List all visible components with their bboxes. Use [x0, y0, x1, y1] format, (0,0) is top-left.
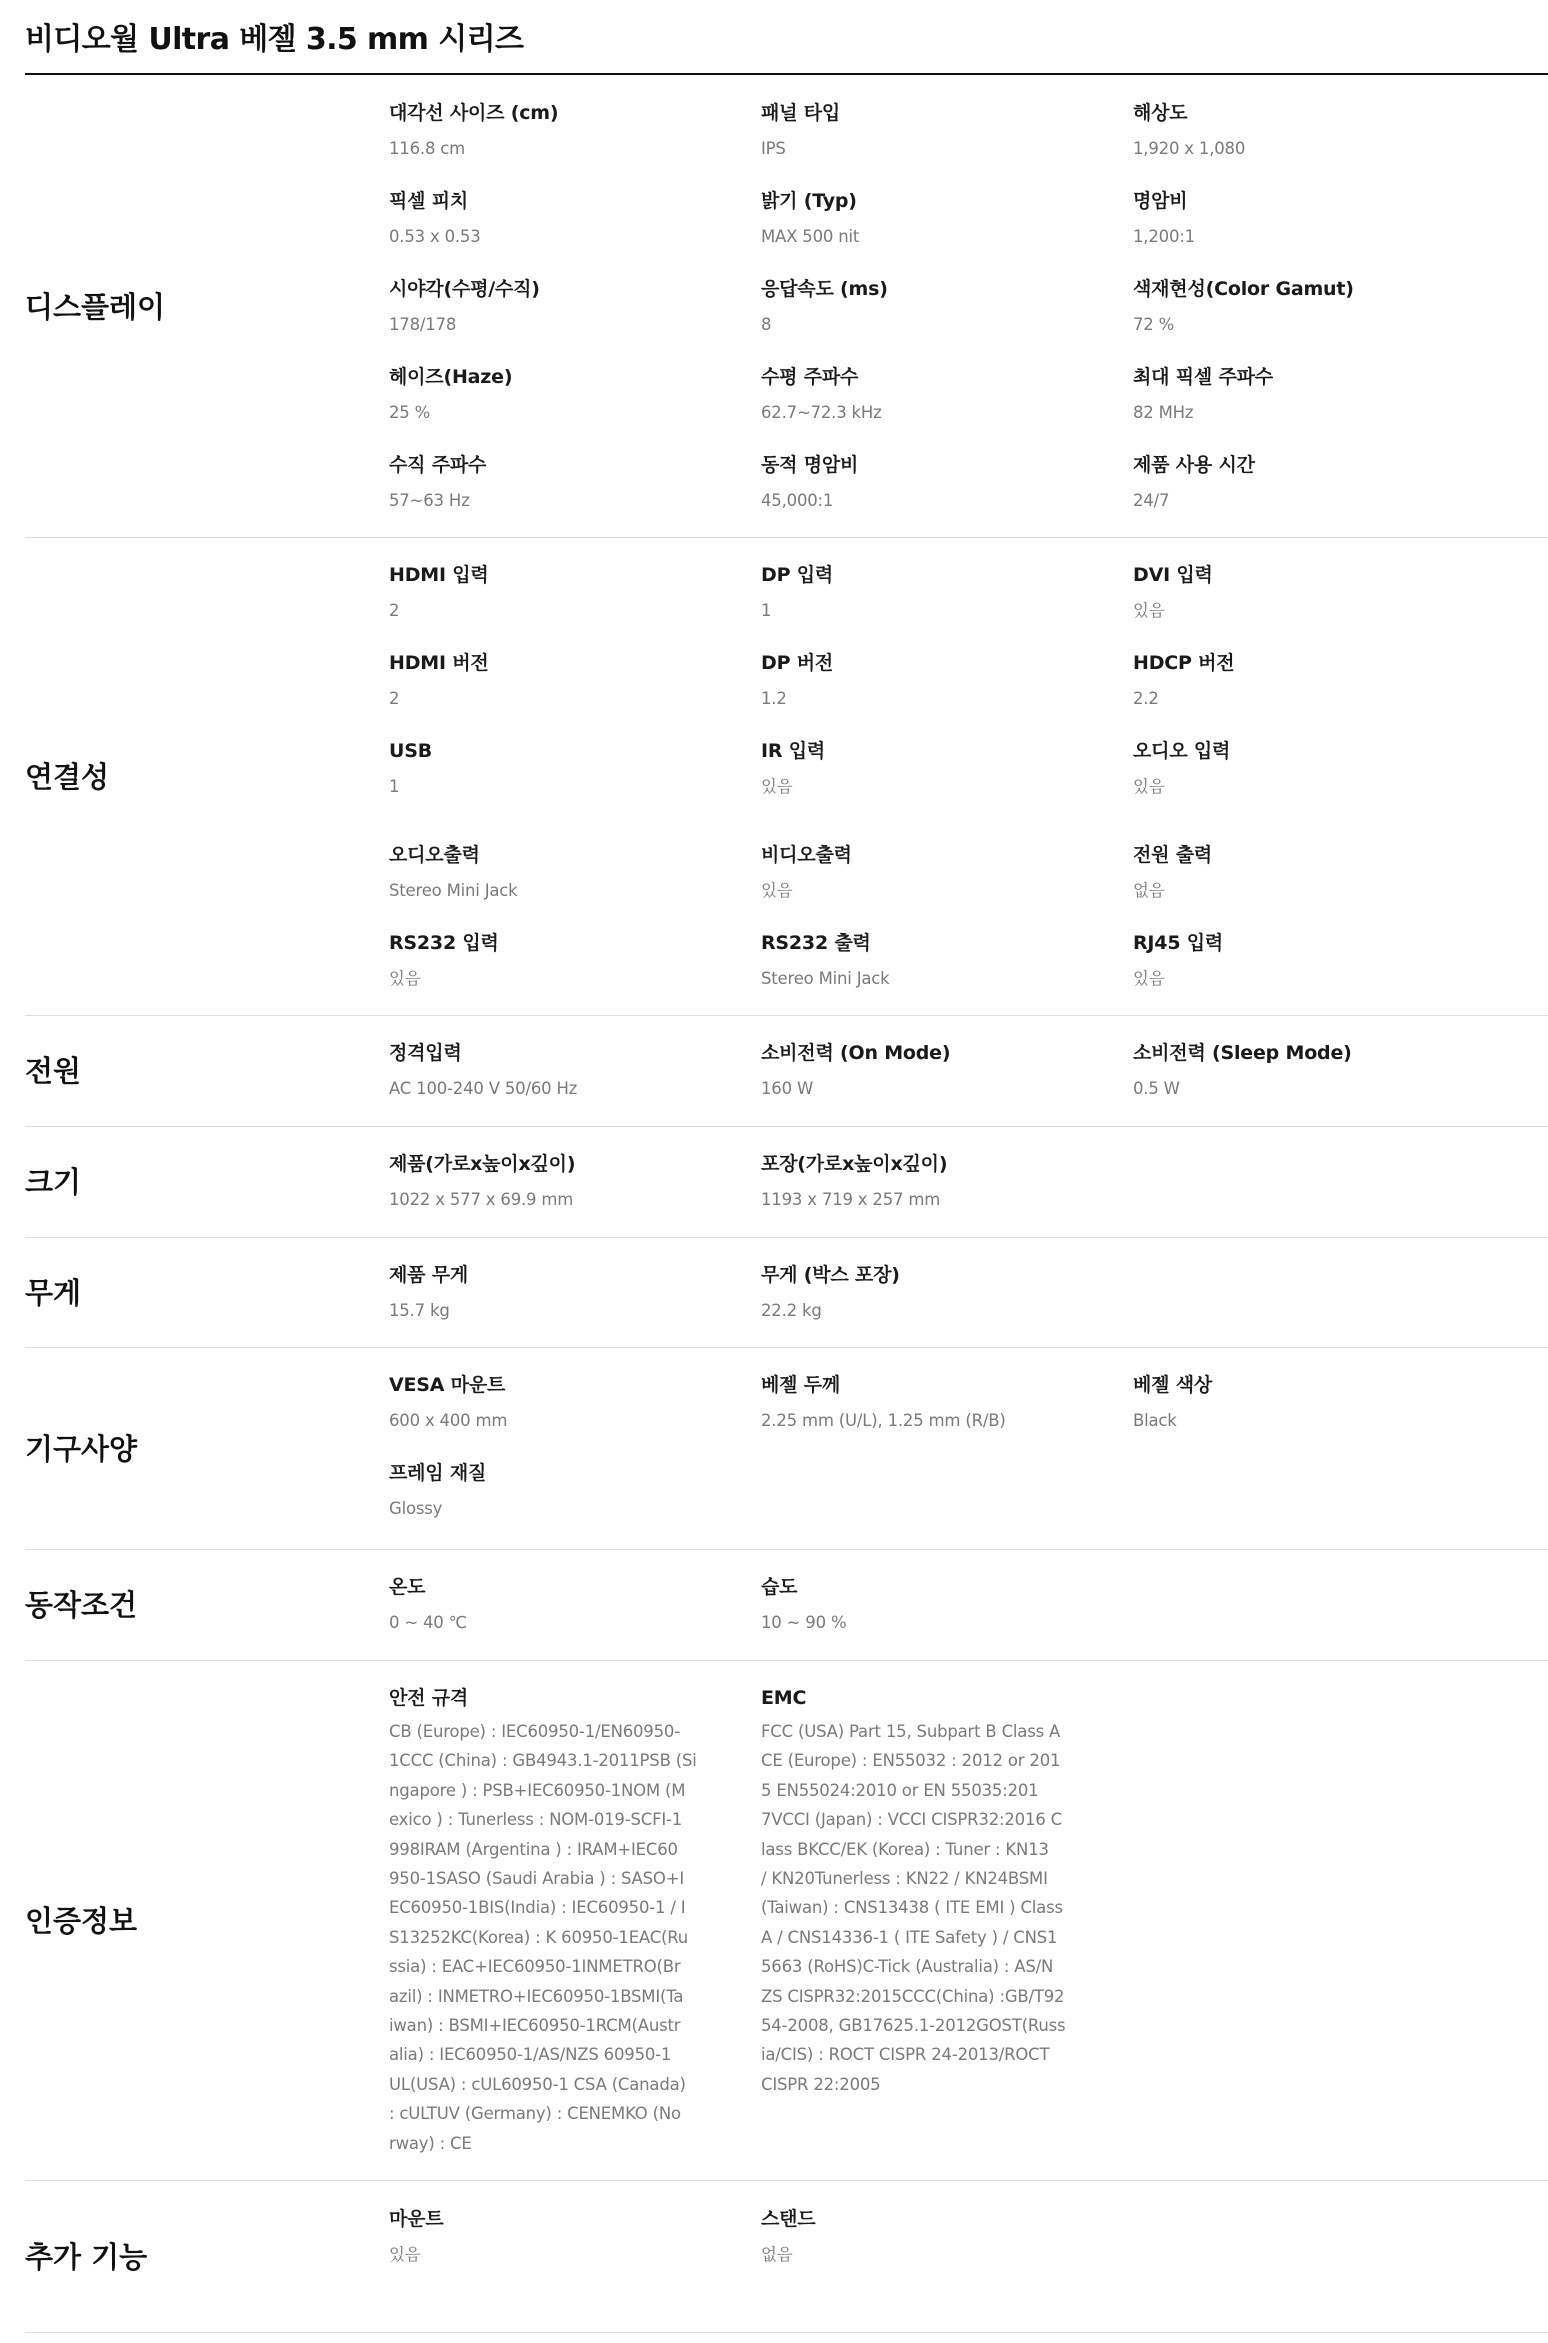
spec-label: 소비전력 (On Mode): [761, 1042, 951, 1064]
spec-item: [761, 2206, 1061, 2267]
spec-value: 8: [761, 315, 772, 334]
spec-item: [389, 276, 689, 337]
spec-item: [1133, 1372, 1433, 1433]
spec-value: 15.7 kg: [389, 1301, 450, 1320]
spec-section: [25, 538, 1548, 1016]
spec-label: DVI 입력: [1133, 564, 1213, 586]
spec-label: USB: [389, 740, 432, 762]
spec-value: 있음: [1133, 969, 1165, 988]
spec-value-line: ngapore ) : PSB+IEC60950-1NOM (M: [389, 1780, 686, 1800]
spec-value-line: FCC (USA) Part 15, Subpart B Class A: [761, 1722, 1061, 1741]
spec-value: 160 W: [761, 1079, 814, 1098]
spec-label: 응답속도 (ms): [761, 278, 888, 300]
spec-item: [389, 100, 689, 161]
spec-value: [761, 1717, 1066, 2099]
section-title: 전원: [25, 1054, 82, 1088]
spec-value: 22.2 kg: [761, 1301, 822, 1320]
spec-label: 대각선 사이즈 (cm): [389, 102, 559, 124]
spec-value: 1,920 x 1,080: [1133, 139, 1246, 158]
spec-item: [389, 1460, 689, 1521]
spec-item: [389, 1040, 689, 1101]
spec-item: [761, 650, 1061, 711]
spec-value: 178/178: [389, 315, 457, 334]
spec-value: 1: [761, 601, 772, 620]
spec-section: [25, 1016, 1548, 1127]
spec-value-line: EC60950-1BIS(India) : IEC60950-1 / I: [389, 1898, 686, 1918]
spec-value-line: azil) : INMETRO+IEC60950-1BSMI(Ta: [389, 1986, 684, 2006]
spec-item: [761, 100, 1061, 161]
spec-label: 무게 (박스 포장): [761, 1264, 900, 1286]
section-title: 기구사양: [25, 1431, 138, 1466]
spec-label: 포장(가로x높이x깊이): [761, 1153, 948, 1175]
spec-value-line: ssia) : EAC+IEC60950-1INMETRO(Br: [389, 1957, 681, 1977]
spec-value: 있음: [389, 969, 421, 988]
spec-value: 2.25 mm (U/L), 1.25 mm (R/B): [761, 1411, 1006, 1430]
spec-label: 명암비: [1133, 190, 1188, 212]
spec-value: 없음: [1133, 881, 1165, 900]
spec-value-line: 998IRAM (Argentina ) : IRAM+IEC60: [389, 1839, 678, 1859]
spec-value: Stereo Mini Jack: [761, 969, 890, 988]
spec-value: 2.2: [1133, 689, 1159, 708]
spec-value: 1: [389, 777, 400, 796]
spec-item: [389, 1372, 689, 1433]
spec-label: 비디오출력: [761, 844, 852, 866]
section-title: 추가 기능: [25, 2239, 148, 2274]
spec-value: IPS: [761, 139, 786, 158]
spec-value-line: ZS CISPR32:2015CCC(China) :GB/T92: [761, 1986, 1065, 2006]
spec-label: 안전 규격: [389, 1687, 469, 1709]
spec-label: HDCP 버전: [1133, 652, 1235, 674]
spec-value: 72 %: [1133, 315, 1175, 334]
spec-value-line: 950-1SASO (Saudi Arabia ) : SASO+I: [389, 1869, 685, 1889]
spec-value: 600 x 400 mm: [389, 1411, 508, 1430]
spec-value: 1022 x 577 x 69.9 mm: [389, 1190, 574, 1209]
spec-item: [389, 1262, 689, 1323]
spec-value-line: iwan) : BSMI+IEC60950-1RCM(Austr: [389, 2016, 681, 2036]
spec-label: 제품(가로x높이x깊이): [389, 1153, 576, 1175]
spec-value: 2: [389, 601, 400, 620]
spec-section: [25, 1550, 1548, 1661]
spec-value: 있음: [1133, 777, 1165, 796]
spec-section: [25, 2181, 1548, 2333]
spec-label: 패널 타입: [761, 102, 841, 124]
spec-label: 습도: [761, 1576, 798, 1598]
spec-item: [761, 1574, 1061, 1635]
spec-item: [389, 650, 689, 711]
spec-item: [761, 1372, 1061, 1433]
spec-item: [1133, 738, 1433, 799]
spec-value: MAX 500 nit: [761, 227, 860, 246]
spec-item: [389, 1685, 697, 2158]
spec-value: AC 100-240 V 50/60 Hz: [389, 1079, 578, 1098]
spec-value: 있음: [1133, 601, 1165, 620]
section-title: 동작조건: [25, 1588, 138, 1622]
spec-label: 제품 무게: [389, 1264, 469, 1286]
spec-item: [389, 1151, 689, 1212]
spec-label: 동적 명암비: [761, 454, 859, 476]
spec-item: [1133, 100, 1433, 161]
spec-value: 0.53 x 0.53: [389, 227, 481, 246]
spec-label: 베젤 두께: [761, 1374, 841, 1396]
spec-item: [1133, 842, 1433, 903]
spec-item: [761, 276, 1061, 337]
spec-value: 82 MHz: [1133, 403, 1194, 422]
spec-value-line: 1CCC (China) : GB4943.1-2011PSB (Si: [389, 1751, 697, 1771]
spec-value: 116.8 cm: [389, 139, 466, 158]
spec-value: 0.5 W: [1133, 1079, 1180, 1098]
spec-label: 픽셀 피치: [389, 190, 469, 212]
spec-label: 소비전력 (Sleep Mode): [1133, 1042, 1352, 1064]
spec-label: DP 버전: [761, 652, 834, 674]
section-title: 크기: [25, 1165, 82, 1199]
spec-item: [761, 1685, 1066, 2099]
spec-item: [389, 842, 689, 903]
spec-label: VESA 마운트: [389, 1374, 506, 1396]
spec-value: [389, 1717, 697, 2158]
spec-item: [1133, 930, 1433, 991]
spec-value: 0 ~ 40 ℃: [389, 1613, 467, 1632]
spec-label: 프레임 재질: [389, 1462, 487, 1484]
spec-label: IR 입력: [761, 740, 826, 762]
spec-value: 10 ~ 90 %: [761, 1613, 847, 1632]
spec-label: 제품 사용 시간: [1133, 454, 1255, 476]
spec-item: [389, 452, 689, 513]
spec-item: [389, 188, 689, 249]
spec-label: 해상도: [1133, 102, 1188, 124]
spec-value: 57~63 Hz: [389, 491, 470, 510]
spec-value: Black: [1133, 1411, 1177, 1430]
spec-item: [761, 738, 1061, 799]
spec-item: [1133, 452, 1433, 513]
spec-section: [25, 1127, 1548, 1238]
spec-value-line: 5 EN55024:2010 or EN 55035:201: [761, 1780, 1039, 1800]
spec-value: 없음: [761, 2245, 793, 2264]
spec-item: [1133, 562, 1433, 623]
spec-value-line: 7VCCI (Japan) : VCCI CISPR32:2016 C: [761, 1810, 1062, 1830]
spec-value: 24/7: [1133, 491, 1170, 510]
section-title: 디스플레이: [25, 289, 166, 324]
spec-item: [761, 364, 1061, 425]
spec-value-line: UL(USA) : cUL60950-1 CSA (Canada): [389, 2074, 686, 2094]
spec-value: Stereo Mini Jack: [389, 881, 518, 900]
spec-value: 있음: [389, 2245, 421, 2264]
spec-label: 헤이즈(Haze): [389, 366, 513, 388]
spec-value: Glossy: [389, 1499, 443, 1518]
section-title: 인증정보: [25, 1903, 138, 1938]
spec-label: 수평 주파수: [761, 366, 859, 388]
spec-value: 25 %: [389, 403, 431, 422]
spec-label: 수직 주파수: [389, 454, 487, 476]
spec-label: RS232 출력: [761, 932, 871, 954]
spec-value-line: A / CNS14336-1 ( ITE Safety ) / CNS1: [761, 1927, 1058, 1947]
spec-item: [1133, 650, 1433, 711]
spec-item: [761, 1040, 1061, 1101]
spec-label: DP 입력: [761, 564, 834, 586]
spec-item: [761, 930, 1061, 991]
spec-item: [761, 1151, 1061, 1212]
spec-value-line: 5663 (RoHS)C-Tick (Australia) : AS/N: [761, 1957, 1054, 1977]
spec-item: [761, 842, 1061, 903]
spec-value-line: rway) : CE: [389, 2133, 472, 2153]
spec-item: [761, 452, 1061, 513]
spec-item: [1133, 364, 1433, 425]
spec-label: 마운트: [389, 2208, 444, 2230]
spec-value-line: lass BKCC/EK (Korea) : Tuner : KN13: [761, 1839, 1049, 1859]
title-divider: [25, 73, 1548, 75]
spec-item: [761, 1262, 1061, 1323]
spec-label: RS232 입력: [389, 932, 499, 954]
spec-label: EMC: [761, 1687, 807, 1709]
spec-value-line: CB (Europe) : IEC60950-1/EN60950-: [389, 1722, 680, 1741]
spec-label: 시야각(수평/수직): [389, 278, 540, 300]
spec-value-line: CE (Europe) : EN55032 : 2012 or 201: [761, 1751, 1061, 1771]
spec-value-line: / KN20Tunerless : KN22 / KN24BSMI: [761, 1869, 1048, 1889]
spec-label: HDMI 입력: [389, 564, 489, 586]
spec-label: 스탠드: [761, 2208, 816, 2230]
spec-label: 오디오출력: [389, 844, 480, 866]
spec-item: [761, 188, 1061, 249]
spec-item: [389, 930, 689, 991]
spec-value-line: S13252KC(Korea) : K 60950-1EAC(Ru: [389, 1927, 689, 1947]
spec-section: [25, 76, 1548, 538]
spec-section: [25, 1238, 1548, 1348]
spec-value-line: exico ) : Tunerless : NOM-019-SCFI-1: [389, 1810, 683, 1830]
spec-value-line: CISPR 22:2005: [761, 2074, 881, 2094]
spec-item: [761, 562, 1061, 623]
spec-value: 1,200:1: [1133, 227, 1195, 246]
spec-item: [389, 2206, 689, 2267]
spec-value-line: (Taiwan) : CNS13438 ( ITE EMI ) Class: [761, 1898, 1063, 1918]
spec-value-line: alia) : IEC60950-1/AS/NZS 60950-1: [389, 2045, 672, 2065]
spec-label: 정격입력: [389, 1042, 462, 1064]
spec-section: [25, 1661, 1548, 2181]
spec-value: 45,000:1: [761, 491, 834, 510]
spec-label: 온도: [389, 1576, 426, 1598]
spec-value: 1.2: [761, 689, 787, 708]
spec-label: RJ45 입력: [1133, 932, 1224, 954]
spec-section: [25, 1348, 1548, 1550]
section-title: 연결성: [25, 759, 110, 794]
spec-item: [1133, 276, 1433, 337]
spec-value-line: : cULTUV (Germany) : CENEMKO (No: [389, 2104, 681, 2124]
spec-item: [389, 364, 689, 425]
spec-label: 최대 픽셀 주파수: [1133, 366, 1273, 388]
spec-label: 전원 출력: [1133, 844, 1213, 866]
section-title: 무게: [25, 1275, 82, 1310]
spec-value: 있음: [761, 777, 793, 796]
spec-label: 밝기 (Typ): [761, 190, 857, 212]
spec-value: 있음: [761, 881, 793, 900]
spec-value: 1193 x 719 x 257 mm: [761, 1190, 941, 1209]
spec-label: HDMI 버전: [389, 652, 489, 674]
spec-label: 오디오 입력: [1133, 740, 1231, 762]
spec-value-line: 54-2008, GB17625.1-2012GOST(Russ: [761, 2016, 1066, 2036]
spec-item: [389, 738, 689, 799]
page-title: 비디오월 Ultra 베젤 3.5 mm 시리즈: [25, 22, 524, 57]
spec-value: 62.7~72.3 kHz: [761, 403, 882, 422]
spec-item: [389, 562, 689, 623]
spec-value: 2: [389, 689, 400, 708]
spec-item: [389, 1574, 689, 1635]
spec-item: [1133, 1040, 1433, 1101]
spec-label: 베젤 색상: [1133, 1374, 1213, 1396]
spec-value-line: ia/CIS) : ROCT CISPR 24-2013/ROCT: [761, 2045, 1050, 2065]
spec-label: 색재현성(Color Gamut): [1133, 278, 1354, 300]
spec-item: [1133, 188, 1433, 249]
